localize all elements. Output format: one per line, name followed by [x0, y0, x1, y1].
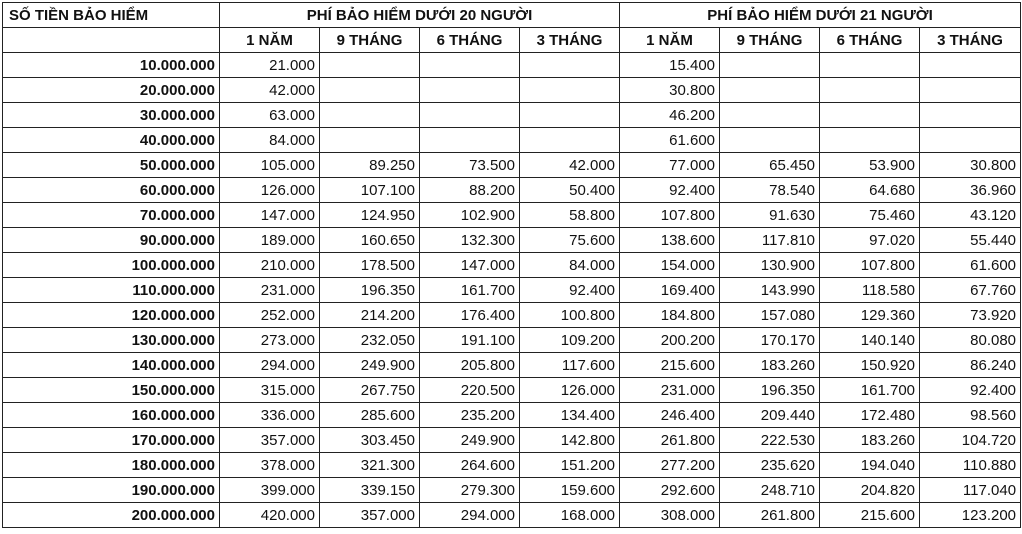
fee-cell-under-21 [920, 78, 1021, 103]
period-header-1-year: 1 NĂM [620, 28, 720, 53]
fee-cell-under-21: 248.710 [720, 478, 820, 503]
fee-cell-under-20: 357.000 [220, 428, 320, 453]
fee-cell-under-20: 205.800 [420, 353, 520, 378]
fee-cell-under-20: 142.800 [520, 428, 620, 453]
fee-cell-under-20 [420, 78, 520, 103]
fee-cell-under-21 [920, 53, 1021, 78]
fee-cell-under-20: 102.900 [420, 203, 520, 228]
fee-cell-under-20: 264.600 [420, 453, 520, 478]
fee-cell-under-20: 107.100 [320, 178, 420, 203]
fee-cell-under-21: 292.600 [620, 478, 720, 503]
fee-cell-under-21: 154.000 [620, 253, 720, 278]
table-row [3, 303, 1021, 328]
fee-cell-under-21: 161.700 [820, 378, 920, 403]
sum-insured-cell: 70.000.000 [3, 203, 220, 228]
fee-cell-under-20: 21.000 [220, 53, 320, 78]
fee-cell-under-20: 147.000 [420, 253, 520, 278]
fee-cell-under-20: 75.600 [520, 228, 620, 253]
fee-cell-under-21: 170.170 [720, 328, 820, 353]
fee-cell-under-21: 118.580 [820, 278, 920, 303]
table-row [3, 228, 1021, 253]
fee-cell-under-21 [820, 103, 920, 128]
sum-insured-header: SỐ TIỀN BẢO HIỂM [3, 3, 220, 28]
fee-cell-under-21: 77.000 [620, 153, 720, 178]
fee-cell-under-20: 189.000 [220, 228, 320, 253]
fee-cell-under-20: 399.000 [220, 478, 320, 503]
fee-cell-under-21: 36.960 [920, 178, 1021, 203]
table-row [3, 178, 1021, 203]
fee-cell-under-21: 169.400 [620, 278, 720, 303]
fee-cell-under-20 [520, 103, 620, 128]
fee-cell-under-20: 63.000 [220, 103, 320, 128]
fee-cell-under-21: 80.080 [920, 328, 1021, 353]
fee-cell-under-20: 285.600 [320, 403, 420, 428]
fee-cell-under-20: 73.500 [420, 153, 520, 178]
fee-cell-under-21: 277.200 [620, 453, 720, 478]
fee-cell-under-21: 65.450 [720, 153, 820, 178]
table-row [3, 153, 1021, 178]
fee-cell-under-21: 308.000 [620, 503, 720, 528]
table-row [3, 453, 1021, 478]
header-row-groups [3, 3, 1021, 28]
fee-cell-under-21: 150.920 [820, 353, 920, 378]
fee-cell-under-20: 124.950 [320, 203, 420, 228]
fee-cell-under-21: 110.880 [920, 453, 1021, 478]
fee-cell-under-20: 273.000 [220, 328, 320, 353]
sum-insured-cell: 100.000.000 [3, 253, 220, 278]
fee-cell-under-20 [520, 53, 620, 78]
fee-cell-under-21: 107.800 [820, 253, 920, 278]
sum-insured-cell: 130.000.000 [3, 328, 220, 353]
insurance-fee-table [2, 2, 1021, 528]
table-row [3, 353, 1021, 378]
fee-cell-under-21: 92.400 [920, 378, 1021, 403]
table-row [3, 78, 1021, 103]
fee-cell-under-20: 42.000 [220, 78, 320, 103]
fee-cell-under-20 [520, 128, 620, 153]
fee-cell-under-20: 126.000 [220, 178, 320, 203]
period-header-9-months: 9 THÁNG [720, 28, 820, 53]
table-row [3, 278, 1021, 303]
group-header-under-21: PHÍ BẢO HIỂM DƯỚI 21 NGƯỜI [620, 3, 1021, 28]
period-header-1-year: 1 NĂM [220, 28, 320, 53]
fee-cell-under-21: 123.200 [920, 503, 1021, 528]
fee-cell-under-20: 58.800 [520, 203, 620, 228]
fee-cell-under-20: 89.250 [320, 153, 420, 178]
fee-cell-under-21 [720, 128, 820, 153]
fee-cell-under-20: 232.050 [320, 328, 420, 353]
fee-cell-under-21: 130.900 [720, 253, 820, 278]
fee-cell-under-20: 220.500 [420, 378, 520, 403]
fee-cell-under-21: 183.260 [720, 353, 820, 378]
fee-cell-under-20: 160.650 [320, 228, 420, 253]
fee-cell-under-20 [320, 128, 420, 153]
fee-cell-under-21: 129.360 [820, 303, 920, 328]
fee-cell-under-20: 321.300 [320, 453, 420, 478]
fee-cell-under-21 [720, 78, 820, 103]
fee-cell-under-20: 134.400 [520, 403, 620, 428]
table-body [3, 53, 1021, 528]
table-row [3, 503, 1021, 528]
fee-cell-under-20 [420, 53, 520, 78]
sum-insured-cell: 110.000.000 [3, 278, 220, 303]
fee-cell-under-21: 231.000 [620, 378, 720, 403]
sum-insured-cell: 120.000.000 [3, 303, 220, 328]
fee-cell-under-21: 215.600 [820, 503, 920, 528]
fee-cell-under-21: 104.720 [920, 428, 1021, 453]
fee-cell-under-21: 97.020 [820, 228, 920, 253]
fee-cell-under-20: 196.350 [320, 278, 420, 303]
fee-cell-under-20: 214.200 [320, 303, 420, 328]
fee-cell-under-20: 315.000 [220, 378, 320, 403]
fee-cell-under-21: 53.900 [820, 153, 920, 178]
table-row [3, 478, 1021, 503]
fee-cell-under-20: 88.200 [420, 178, 520, 203]
fee-cell-under-21 [720, 53, 820, 78]
table-row [3, 328, 1021, 353]
fee-cell-under-21 [920, 103, 1021, 128]
sum-insured-cell: 20.000.000 [3, 78, 220, 103]
sum-insured-cell: 160.000.000 [3, 403, 220, 428]
fee-cell-under-21: 64.680 [820, 178, 920, 203]
period-header-6-months: 6 THÁNG [820, 28, 920, 53]
table-row [3, 128, 1021, 153]
fee-cell-under-20: 235.200 [420, 403, 520, 428]
fee-cell-under-21: 46.200 [620, 103, 720, 128]
fee-cell-under-21: 140.140 [820, 328, 920, 353]
sum-insured-cell: 170.000.000 [3, 428, 220, 453]
fee-cell-under-21: 194.040 [820, 453, 920, 478]
fee-cell-under-21 [720, 103, 820, 128]
fee-cell-under-20: 249.900 [420, 428, 520, 453]
fee-cell-under-21: 261.800 [620, 428, 720, 453]
fee-cell-under-21: 67.760 [920, 278, 1021, 303]
fee-cell-under-21: 107.800 [620, 203, 720, 228]
fee-cell-under-20: 176.400 [420, 303, 520, 328]
fee-cell-under-21: 61.600 [620, 128, 720, 153]
fee-cell-under-21 [820, 78, 920, 103]
fee-cell-under-20: 294.000 [420, 503, 520, 528]
fee-cell-under-21: 138.600 [620, 228, 720, 253]
fee-cell-under-21: 86.240 [920, 353, 1021, 378]
fee-cell-under-20: 117.600 [520, 353, 620, 378]
fee-cell-under-20: 279.300 [420, 478, 520, 503]
fee-cell-under-21: 157.080 [720, 303, 820, 328]
fee-cell-under-20: 126.000 [520, 378, 620, 403]
empty-header-cell [3, 28, 220, 53]
fee-cell-under-20: 50.400 [520, 178, 620, 203]
table-row [3, 53, 1021, 78]
period-header-9-months: 9 THÁNG [320, 28, 420, 53]
fee-cell-under-20: 249.900 [320, 353, 420, 378]
fee-cell-under-20: 210.000 [220, 253, 320, 278]
fee-cell-under-21: 222.530 [720, 428, 820, 453]
fee-cell-under-21: 92.400 [620, 178, 720, 203]
table-header [3, 3, 1021, 53]
fee-cell-under-20: 178.500 [320, 253, 420, 278]
fee-cell-under-20: 378.000 [220, 453, 320, 478]
table-row [3, 103, 1021, 128]
fee-cell-under-21: 143.990 [720, 278, 820, 303]
sum-insured-cell: 60.000.000 [3, 178, 220, 203]
fee-cell-under-20: 231.000 [220, 278, 320, 303]
fee-cell-under-21: 184.800 [620, 303, 720, 328]
sum-insured-cell: 10.000.000 [3, 53, 220, 78]
period-header-3-months: 3 THÁNG [920, 28, 1021, 53]
fee-cell-under-21: 117.810 [720, 228, 820, 253]
table-row [3, 378, 1021, 403]
fee-cell-under-21: 75.460 [820, 203, 920, 228]
fee-cell-under-21: 30.800 [620, 78, 720, 103]
fee-cell-under-21: 235.620 [720, 453, 820, 478]
fee-cell-under-20: 100.800 [520, 303, 620, 328]
fee-cell-under-21: 172.480 [820, 403, 920, 428]
fee-cell-under-21: 215.600 [620, 353, 720, 378]
fee-cell-under-21: 73.920 [920, 303, 1021, 328]
sum-insured-cell: 90.000.000 [3, 228, 220, 253]
sum-insured-cell: 50.000.000 [3, 153, 220, 178]
fee-cell-under-20 [320, 53, 420, 78]
fee-cell-under-21: 204.820 [820, 478, 920, 503]
fee-cell-under-21: 15.400 [620, 53, 720, 78]
fee-cell-under-21 [920, 128, 1021, 153]
sum-insured-cell: 140.000.000 [3, 353, 220, 378]
fee-cell-under-21: 246.400 [620, 403, 720, 428]
fee-cell-under-21: 261.800 [720, 503, 820, 528]
fee-cell-under-21: 30.800 [920, 153, 1021, 178]
fee-cell-under-20: 109.200 [520, 328, 620, 353]
fee-cell-under-21: 200.200 [620, 328, 720, 353]
fee-cell-under-20: 147.000 [220, 203, 320, 228]
table-row [3, 253, 1021, 278]
sum-insured-cell: 30.000.000 [3, 103, 220, 128]
fee-cell-under-21: 209.440 [720, 403, 820, 428]
sum-insured-cell: 200.000.000 [3, 503, 220, 528]
fee-cell-under-20: 84.000 [220, 128, 320, 153]
fee-cell-under-20: 168.000 [520, 503, 620, 528]
fee-cell-under-20: 267.750 [320, 378, 420, 403]
fee-cell-under-21: 196.350 [720, 378, 820, 403]
period-header-6-months: 6 THÁNG [420, 28, 520, 53]
fee-cell-under-20 [320, 103, 420, 128]
sum-insured-cell: 180.000.000 [3, 453, 220, 478]
sum-insured-cell: 150.000.000 [3, 378, 220, 403]
fee-cell-under-20: 151.200 [520, 453, 620, 478]
fee-cell-under-20: 159.600 [520, 478, 620, 503]
fee-cell-under-21: 183.260 [820, 428, 920, 453]
header-row-periods [3, 28, 1021, 53]
fee-cell-under-20: 105.000 [220, 153, 320, 178]
fee-cell-under-20: 42.000 [520, 153, 620, 178]
fee-cell-under-21: 55.440 [920, 228, 1021, 253]
fee-cell-under-21: 78.540 [720, 178, 820, 203]
fee-cell-under-20: 84.000 [520, 253, 620, 278]
fee-cell-under-21: 91.630 [720, 203, 820, 228]
fee-cell-under-20: 191.100 [420, 328, 520, 353]
table-row [3, 203, 1021, 228]
fee-cell-under-21: 43.120 [920, 203, 1021, 228]
table-row [3, 403, 1021, 428]
fee-cell-under-20: 303.450 [320, 428, 420, 453]
fee-cell-under-21: 117.040 [920, 478, 1021, 503]
fee-cell-under-21: 61.600 [920, 253, 1021, 278]
fee-cell-under-20: 161.700 [420, 278, 520, 303]
table-row [3, 428, 1021, 453]
fee-cell-under-20: 420.000 [220, 503, 320, 528]
fee-cell-under-21 [820, 128, 920, 153]
sum-insured-cell: 190.000.000 [3, 478, 220, 503]
period-header-3-months: 3 THÁNG [520, 28, 620, 53]
fee-cell-under-20: 252.000 [220, 303, 320, 328]
group-header-under-20: PHÍ BẢO HIỂM DƯỚI 20 NGƯỜI [220, 3, 620, 28]
fee-cell-under-20 [320, 78, 420, 103]
fee-cell-under-20 [420, 128, 520, 153]
fee-cell-under-20: 132.300 [420, 228, 520, 253]
fee-cell-under-20 [420, 103, 520, 128]
fee-cell-under-20: 294.000 [220, 353, 320, 378]
fee-cell-under-20: 336.000 [220, 403, 320, 428]
fee-cell-under-20 [520, 78, 620, 103]
fee-cell-under-20: 92.400 [520, 278, 620, 303]
fee-cell-under-20: 357.000 [320, 503, 420, 528]
fee-cell-under-21 [820, 53, 920, 78]
fee-cell-under-20: 339.150 [320, 478, 420, 503]
fee-cell-under-21: 98.560 [920, 403, 1021, 428]
sum-insured-cell: 40.000.000 [3, 128, 220, 153]
